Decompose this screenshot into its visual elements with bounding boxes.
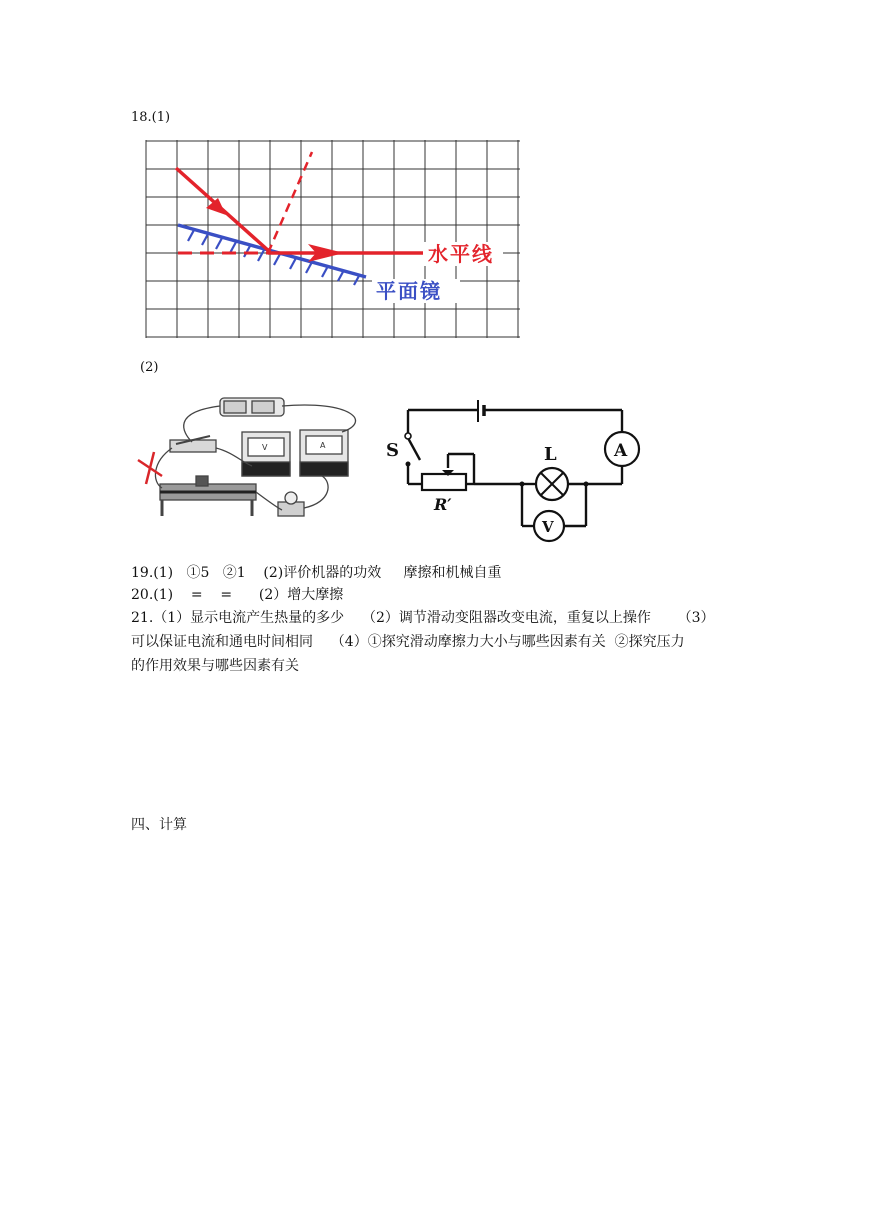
answer-q19: 19.(1) ①5 ②1 (2)评价机器的功效 摩擦和机械自重: [131, 565, 502, 581]
red-cross-mark: [138, 452, 162, 484]
circuit-diagram: [382, 392, 648, 552]
rheostat-symbol: [422, 474, 466, 490]
answer-q20: 20.(1) = = (2）增大摩擦: [131, 587, 344, 603]
ammeter-mark: A: [320, 441, 326, 450]
lamp-label: L: [544, 444, 557, 465]
switch-blade: [408, 438, 420, 460]
voltmeter-label: V: [542, 518, 554, 536]
apparatus-photo: [132, 392, 384, 528]
grid-lines: [146, 140, 520, 338]
voltmeter-mark: V: [262, 443, 268, 452]
answer-q21-line2: 可以保证电流和通电时间相同 （4）①探究滑动摩擦力大小与哪些因素有关 ②探究压力: [131, 634, 685, 650]
reflection-grid-figure: [144, 140, 524, 340]
q18-part1-label: 18.(1): [131, 110, 171, 125]
normal-dashed-line: [268, 152, 312, 253]
plane-mirror: [178, 225, 366, 277]
switch: [170, 440, 216, 452]
answer-q21-line1: 21.（1）显示电流产生热量的多少 （2）调节滑动变阻器改变电流，重复以上操作 （3）: [131, 610, 715, 626]
ammeter-label: A: [614, 441, 628, 461]
switch-label: S: [386, 440, 399, 461]
q18-part2-label: (2): [140, 360, 159, 375]
rheostat-label: R′: [434, 495, 452, 514]
incident-arrowhead: [206, 198, 226, 215]
section-title-calculation: 四、计算: [131, 817, 187, 833]
mirror-label: 平面镜: [376, 279, 442, 303]
answer-q21-line3: 的作用效果与哪些因素有关: [131, 658, 299, 674]
horizontal-line-label: 水平线: [428, 242, 494, 266]
